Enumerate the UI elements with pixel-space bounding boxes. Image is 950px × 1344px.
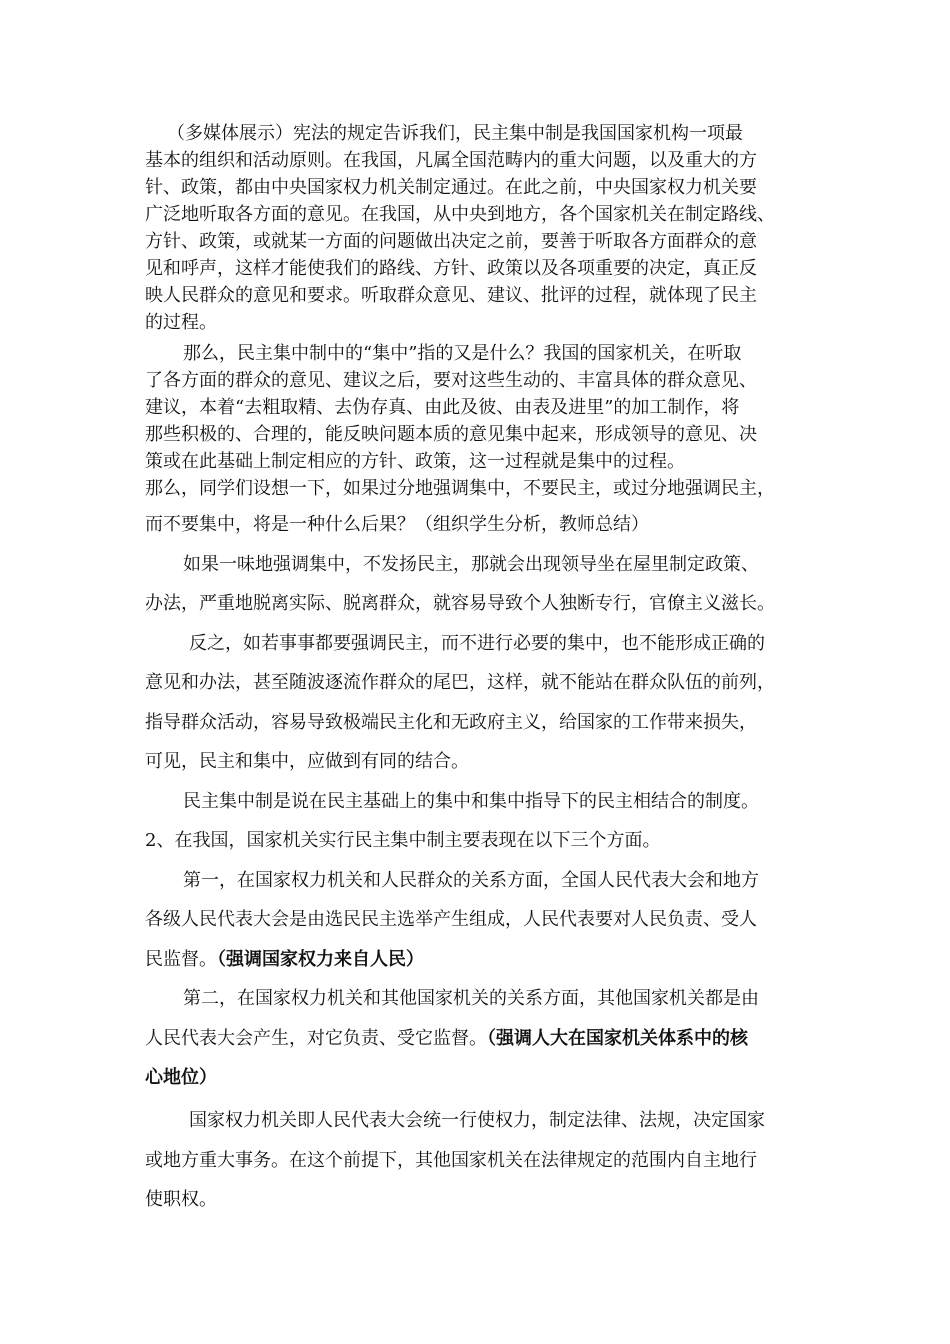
text-line: 那么，同学们设想一下，如果过分地强调集中，不要民主，或过分地强调民主， bbox=[145, 478, 775, 499]
paragraph-consequences-and-aspects bbox=[145, 505, 775, 1098]
text-line: 反之，如若事事都要强调民主，而不进行必要的集中，也不能形成正确的 bbox=[189, 632, 765, 654]
text-line: 而不要集中，将是一种什么后果？（组织学生分析，教师总结） bbox=[145, 514, 649, 535]
text-line: 第二，在国家权力机关和其他国家机关的关系方面，其他国家机关都是由 bbox=[183, 988, 759, 1009]
text-line: 那么，民主集中制中的“集中”指的又是什么？我国的国家机关，在听取 bbox=[183, 343, 742, 364]
text-line: 那些积极的、合理的，能反映问题本质的意见集中起来，形成领导的意见、决 bbox=[145, 424, 757, 445]
text-line: 可见，民主和集中，应做到有同的结合。 bbox=[145, 751, 469, 772]
text-line: 国家权力机关即人民代表大会统一行使权力，制定法律、法规，决定国家 bbox=[189, 1110, 765, 1131]
text-line: 基本的组织和活动原则。在我国，凡属全国范畴内的重大问题，以及重大的方 bbox=[145, 150, 757, 171]
text-line: 使职权。 bbox=[145, 1189, 217, 1210]
text-line: 方针、政策，或就某一方面的问题做出决定之前，要善于听取各方面群众的意 bbox=[145, 231, 757, 252]
emphasis-note: 心地位） bbox=[145, 1067, 217, 1088]
text-line: （多媒体展示）宪法的规定告诉我们，民主集中制是我国国家机构一项最 bbox=[167, 123, 743, 144]
text-line: 或地方重大事务。在这个前提下，其他国家机关在法律规定的范围内自主地行 bbox=[145, 1149, 757, 1171]
text-line: 办法，严重地脱离实际、脱离群众，就容易导致个人独断专行，官僚主义滋长。 bbox=[145, 593, 775, 614]
text-line: 策或在此基础上制定相应的方针、政策，这一过程就是集中的过程。 bbox=[145, 451, 685, 472]
text-fragment: 民监督。 bbox=[145, 948, 217, 970]
emphasis-note: （强调人大在国家机关体系中的核 bbox=[487, 1027, 748, 1049]
text-line: 第一，在国家权力机关和人民群众的关系方面，全国人民代表大会和地方 bbox=[183, 869, 759, 891]
paragraph-centralism-meaning bbox=[145, 340, 775, 502]
text-line: 2、在我国，国家机关实行民主集中制主要表现在以下三个方面。 bbox=[145, 830, 661, 851]
text-line: 见和呼声，这样才能使我们的路线、方针、政策以及各项重要的决定，真正反 bbox=[145, 258, 757, 279]
text-line: 建议，本着“去粗取精、去伪存真、由此及彼、由表及进里”的加工制作，将 bbox=[145, 397, 740, 418]
text-line: 了各方面的群众的意见、建议之后，要对这些生动的、丰富具体的群众意见、 bbox=[145, 370, 757, 391]
text-line: 意见和办法，甚至随波逐流作群众的尾巴，这样，就不能站在群众队伍的前列， bbox=[145, 672, 775, 693]
text-line: 民主集中制是说在民主基础上的集中和集中指导下的民主相结合的制度。 bbox=[183, 790, 759, 812]
emphasis-note: （强调国家权力来自人民） bbox=[217, 948, 424, 970]
paragraph-constitution bbox=[145, 120, 775, 336]
text-line: 映人民群众的意见和要求。听取群众意见、建议、批评的过程，就体现了民主 bbox=[145, 285, 757, 306]
paragraph-state-power bbox=[145, 1101, 765, 1220]
text-line: 各级人民代表大会是由选民民主选举产生组成，人民代表要对人民负责、受人 bbox=[145, 909, 757, 930]
text-fragment: 人民代表大会产生，对它负责、受它监督。 bbox=[145, 1027, 487, 1049]
text-line: 如果一味地强调集中，不发扬民主，那就会出现领导坐在屋里制定政策、 bbox=[183, 553, 759, 575]
text-line bbox=[145, 1019, 775, 1059]
text-line bbox=[145, 940, 775, 980]
text-line: 的过程。 bbox=[145, 312, 217, 333]
text-line: 针、政策，都由中央国家权力机关制定通过。在此之前，中央国家权力机关要 bbox=[145, 177, 757, 198]
text-line: 广泛地听取各方面的意见。在我国，从中央到地方，各个国家机关在制定路线、 bbox=[145, 204, 775, 225]
text-line: 指导群众活动，容易导致极端民主化和无政府主义，给国家的工作带来损失， bbox=[145, 711, 757, 733]
